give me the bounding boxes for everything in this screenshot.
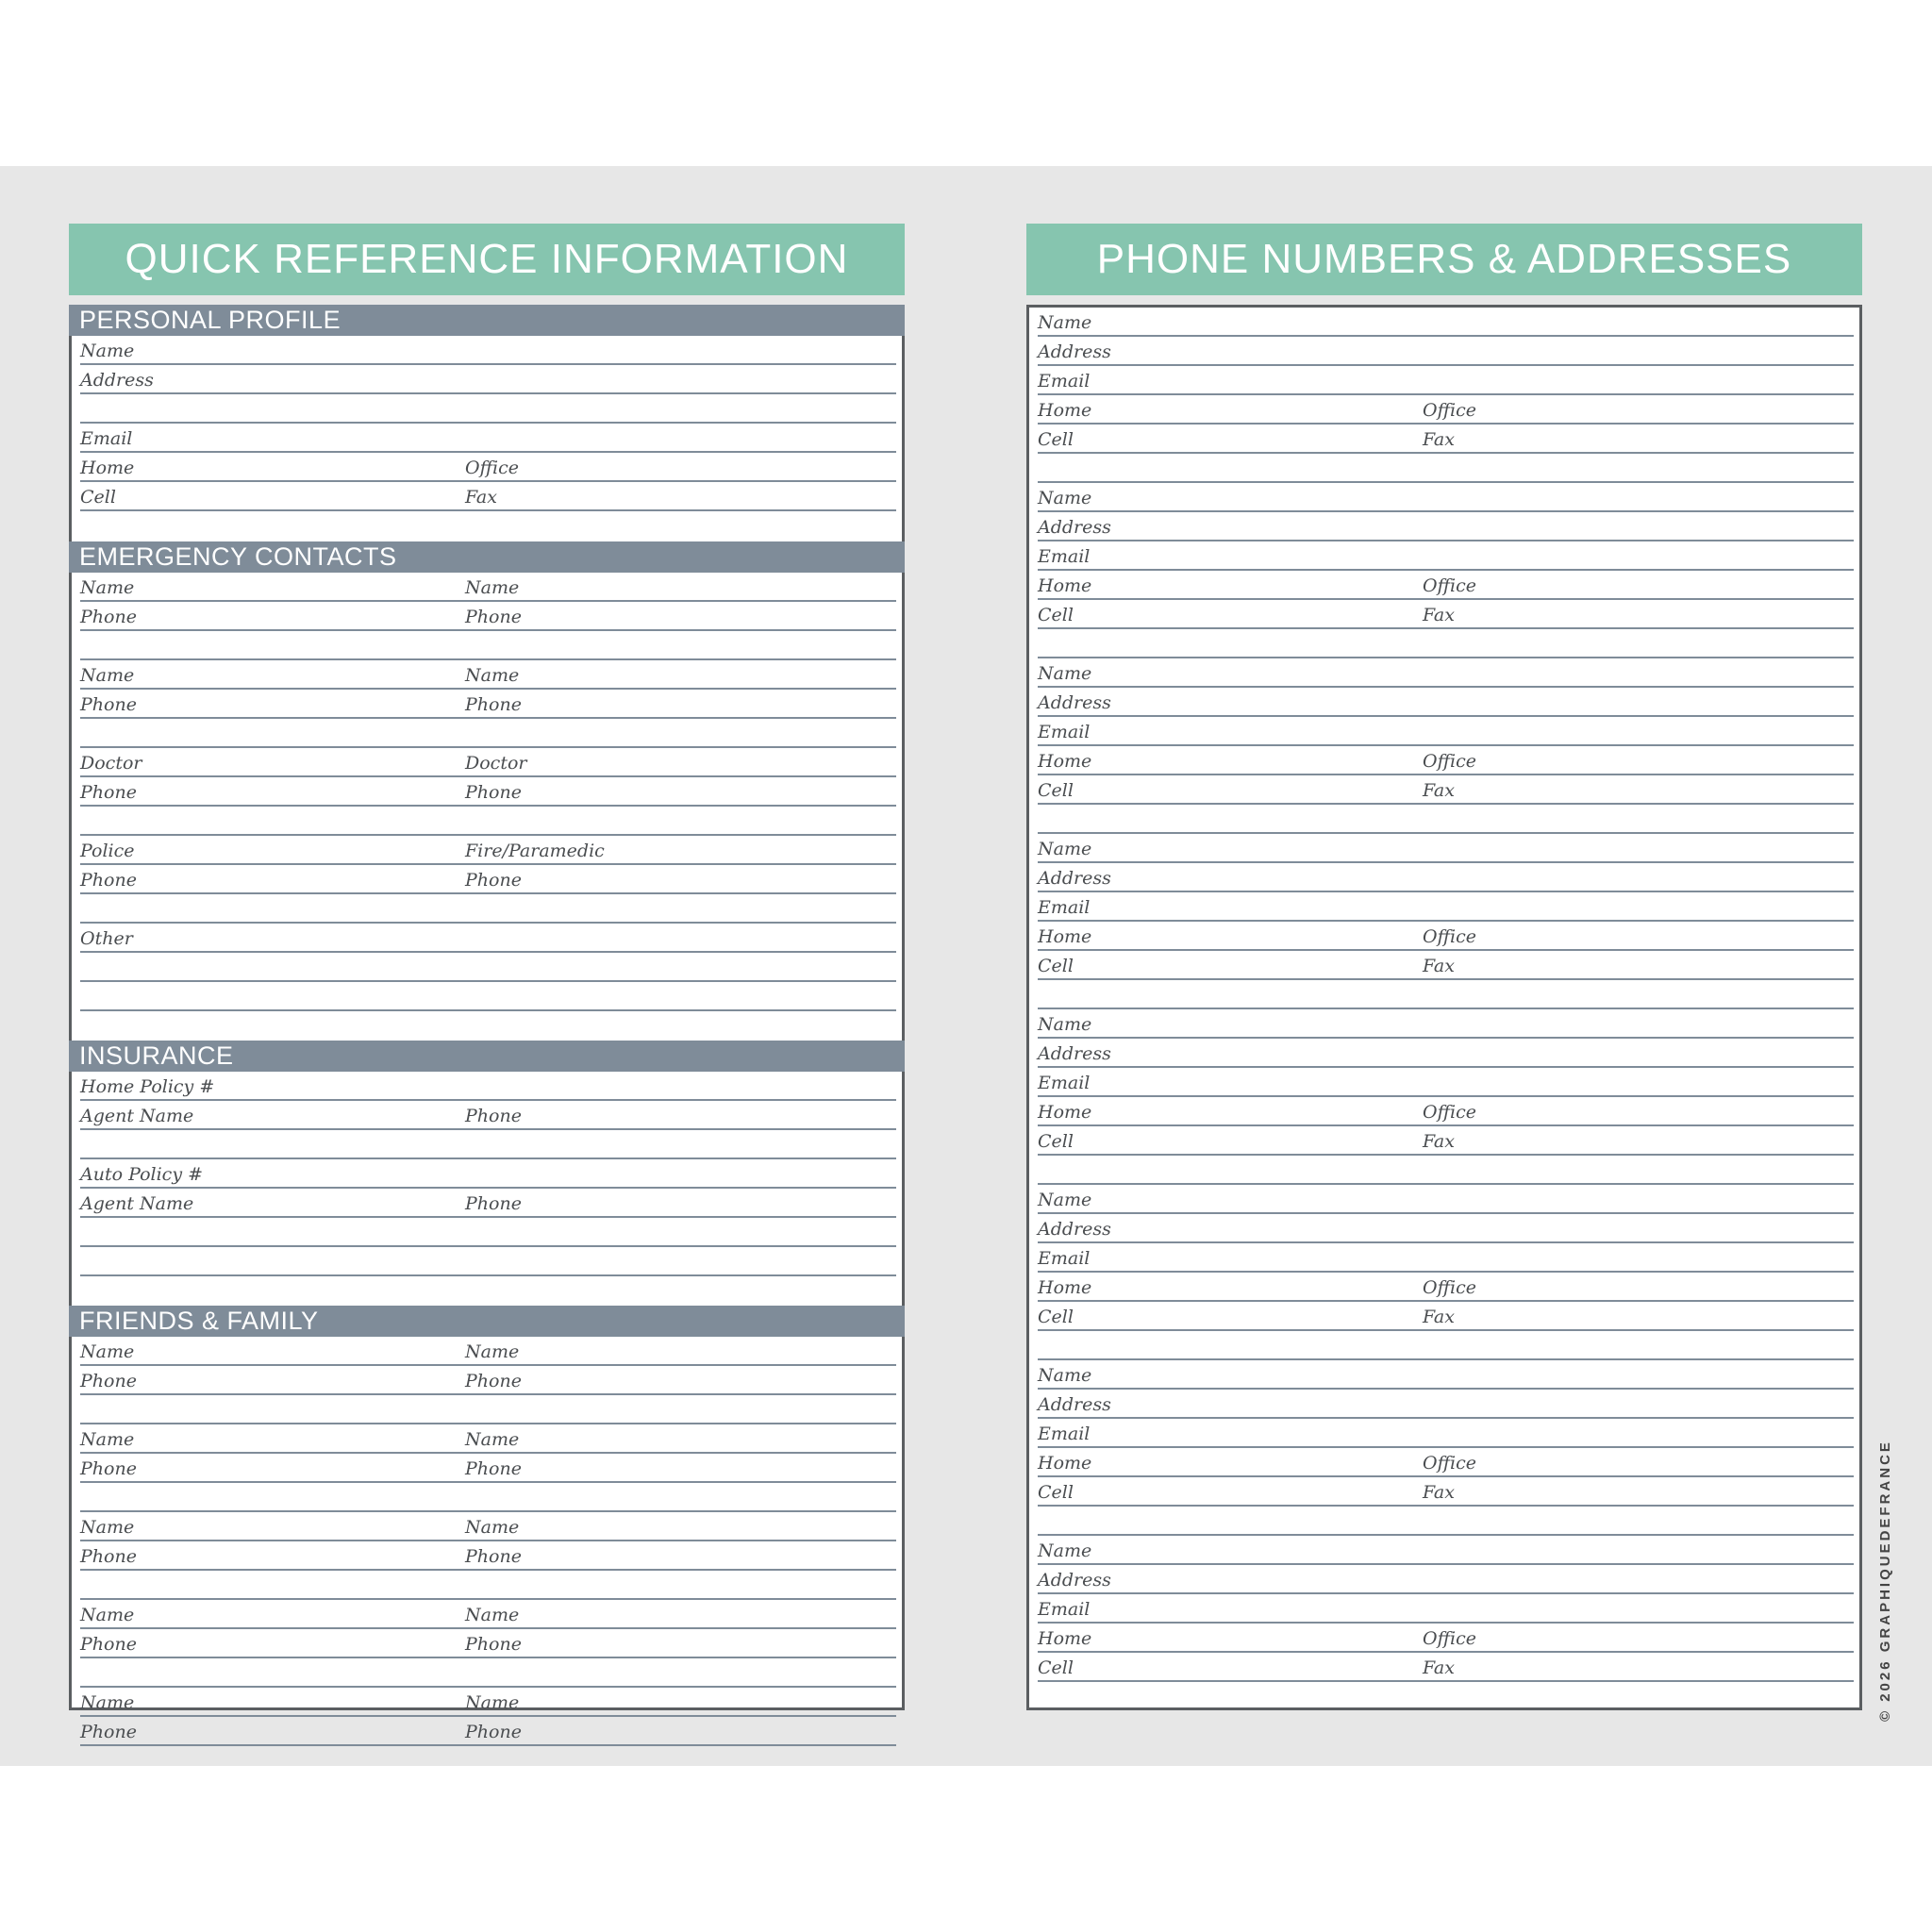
entry-home-office-line[interactable] (1038, 1273, 1854, 1302)
agent-phone-label: Phone (465, 1106, 522, 1126)
friend-phone-line-right-label: Phone (465, 1634, 522, 1655)
friend-name-line-label: Name (80, 1429, 135, 1450)
entry-home-office-line-label: Home (1038, 1628, 1092, 1649)
entry-name-line-label: Name (1038, 312, 1092, 333)
friend-phone-line[interactable] (80, 1629, 896, 1658)
friend-name-line-right-label: Name (465, 1517, 520, 1538)
entry-home-office-line-label: Home (1038, 400, 1092, 421)
blank-line[interactable] (80, 1247, 896, 1276)
blank-line[interactable] (80, 953, 896, 982)
agent-phone-label: Phone (465, 1193, 522, 1214)
home-policy-label: Home Policy # (80, 1076, 215, 1097)
police-phone-label: Phone (80, 870, 137, 891)
friend-name-line[interactable] (80, 1337, 896, 1366)
friends-family-header: FRIENDS & FAMILY (69, 1306, 905, 1337)
entry-cell-fax-line[interactable] (1038, 1653, 1854, 1682)
entry-home-office-line[interactable] (1038, 922, 1854, 951)
personal-fax-label: Fax (465, 487, 497, 508)
entry-address-line-label: Address (1038, 1043, 1111, 1064)
entry-cell-fax-line-label: Cell (1038, 605, 1074, 625)
entry-email-line[interactable] (1038, 1419, 1854, 1448)
entry-address-line-label: Address (1038, 1219, 1111, 1240)
police-label: Police (80, 841, 135, 861)
entry-cell-fax-line-label: Cell (1038, 956, 1074, 976)
entry-home-office-line-right-label: Office (1423, 1453, 1476, 1474)
entry-cell-fax-line-right-label: Fax (1423, 780, 1455, 801)
auto-agent-line[interactable] (80, 1189, 896, 1218)
entry-home-office-line-label: Home (1038, 1453, 1092, 1474)
doctor-label: Doctor (80, 753, 142, 774)
blank-line[interactable] (80, 894, 896, 924)
auto-policy-line[interactable] (80, 1159, 896, 1189)
entry-home-office-line-right-label: Office (1423, 926, 1476, 947)
friend-phone-line-label: Phone (80, 1634, 137, 1655)
entry-email-line-label: Email (1038, 1248, 1091, 1269)
entry-email-line[interactable] (1038, 366, 1854, 395)
blank-line[interactable] (1038, 1331, 1854, 1360)
entry-address-line-label: Address (1038, 1394, 1111, 1415)
phone-numbers-title: PHONE NUMBERS & ADDRESSES (1026, 224, 1862, 295)
entry-home-office-line[interactable] (1038, 395, 1854, 425)
blank-line[interactable] (1038, 805, 1854, 834)
entry-cell-fax-line[interactable] (1038, 951, 1854, 980)
agent-name-label: Agent Name (80, 1193, 194, 1214)
friend-name-line[interactable] (80, 1512, 896, 1541)
personal-name-line[interactable] (80, 336, 896, 365)
personal-email-line[interactable] (80, 424, 896, 453)
spacer (72, 511, 902, 541)
spacer (72, 1011, 902, 1041)
friend-name-line-right-label: Name (465, 1429, 520, 1450)
entry-email-line-label: Email (1038, 897, 1091, 918)
entry-email-line[interactable] (1038, 1068, 1854, 1097)
entry-address-line[interactable] (1038, 1565, 1854, 1594)
friend-phone-line-right-label: Phone (465, 1722, 522, 1742)
entry-address-line-label: Address (1038, 868, 1111, 889)
friend-phone-line[interactable] (80, 1541, 896, 1571)
personal-home-office-line[interactable] (80, 453, 896, 482)
personal-address-line[interactable] (80, 365, 896, 394)
entry-cell-fax-line[interactable] (1038, 425, 1854, 454)
doctor-phone-line[interactable] (80, 777, 896, 807)
friend-phone-line-right-label: Phone (465, 1546, 522, 1567)
entry-home-office-line-label: Home (1038, 1277, 1092, 1298)
blank-line[interactable] (80, 807, 896, 836)
entry-email-line-label: Email (1038, 1073, 1091, 1093)
auto-policy-label: Auto Policy # (80, 1164, 204, 1185)
entry-address-line-label: Address (1038, 341, 1111, 362)
blank-line[interactable] (1038, 454, 1854, 483)
entry-address-line[interactable] (1038, 1214, 1854, 1243)
entry-email-line[interactable] (1038, 541, 1854, 571)
entry-cell-fax-line-label: Cell (1038, 1131, 1074, 1152)
entry-address-line[interactable] (1038, 512, 1854, 541)
fire-paramedic-label: Fire/Paramedic (465, 841, 605, 861)
entry-email-line-label: Email (1038, 546, 1091, 567)
emergency-phone-line[interactable] (80, 690, 896, 719)
blank-line[interactable] (80, 982, 896, 1011)
entry-home-office-line[interactable] (1038, 1624, 1854, 1653)
entry-address-line-label: Address (1038, 517, 1111, 538)
blank-line[interactable] (80, 1483, 896, 1512)
entry-cell-fax-line[interactable] (1038, 1302, 1854, 1331)
entry-name-line-label: Name (1038, 663, 1092, 684)
doctor-label: Doctor (465, 753, 527, 774)
blank-line[interactable] (1038, 1507, 1854, 1536)
entry-email-line-label: Email (1038, 722, 1091, 742)
entry-email-line[interactable] (1038, 892, 1854, 922)
entry-name-line[interactable] (1038, 1009, 1854, 1039)
friend-name-line-right-label: Name (465, 1605, 520, 1625)
entry-home-office-line-right-label: Office (1423, 400, 1476, 421)
entry-email-line[interactable] (1038, 717, 1854, 746)
entry-cell-fax-line-right-label: Fax (1423, 1307, 1455, 1327)
personal-cell-label: Cell (80, 487, 116, 508)
emergency-phone-label: Phone (80, 607, 137, 627)
blank-line[interactable] (1038, 629, 1854, 658)
doctor-phone-label: Phone (80, 782, 137, 803)
home-agent-line[interactable] (80, 1101, 896, 1130)
friend-name-line-label: Name (80, 1692, 135, 1713)
entry-name-line-label: Name (1038, 1014, 1092, 1035)
emergency-phone-label: Phone (465, 607, 522, 627)
entry-cell-fax-line-label: Cell (1038, 429, 1074, 450)
police-fire-phone-line[interactable] (80, 865, 896, 894)
entry-name-line[interactable] (1038, 308, 1854, 337)
other-line[interactable] (80, 924, 896, 953)
entry-cell-fax-line-right-label: Fax (1423, 1657, 1455, 1678)
blank-line[interactable] (80, 1571, 896, 1600)
emergency-name-line[interactable] (80, 573, 896, 602)
blank-line[interactable] (80, 1130, 896, 1159)
entry-home-office-line[interactable] (1038, 1448, 1854, 1477)
entry-cell-fax-line-right-label: Fax (1423, 605, 1455, 625)
personal-profile-header: PERSONAL PROFILE (69, 305, 905, 336)
personal-address-label: Address (80, 370, 154, 391)
entry-home-office-line-right-label: Office (1423, 1102, 1476, 1123)
entry-email-line[interactable] (1038, 1243, 1854, 1273)
friend-phone-line[interactable] (80, 1366, 896, 1395)
entry-cell-fax-line-label: Cell (1038, 1657, 1074, 1678)
entry-home-office-line-right-label: Office (1423, 1277, 1476, 1298)
entry-address-line[interactable] (1038, 1390, 1854, 1419)
friends-family-list (72, 1337, 902, 1746)
entry-address-line-label: Address (1038, 692, 1111, 713)
entry-address-line[interactable] (1038, 337, 1854, 366)
entry-address-line[interactable] (1038, 863, 1854, 892)
spacer (72, 1276, 902, 1306)
entry-cell-fax-line[interactable] (1038, 775, 1854, 805)
entry-email-line-label: Email (1038, 1424, 1091, 1444)
police-fire-line[interactable] (80, 836, 896, 865)
other-label: Other (80, 928, 133, 949)
emergency-contacts-header: EMERGENCY CONTACTS (69, 541, 905, 573)
entry-cell-fax-line-right-label: Fax (1423, 1131, 1455, 1152)
friend-name-line[interactable] (80, 1424, 896, 1454)
emergency-phone-line[interactable] (80, 602, 896, 631)
quick-reference-page (69, 224, 905, 1742)
home-policy-line[interactable] (80, 1072, 896, 1101)
entry-home-office-line-label: Home (1038, 926, 1092, 947)
entry-home-office-line-right-label: Office (1423, 1628, 1476, 1649)
friend-name-line-label: Name (80, 1517, 135, 1538)
personal-email-label: Email (80, 428, 133, 449)
entry-name-line[interactable] (1038, 658, 1854, 688)
emergency-phone-label: Phone (465, 694, 522, 715)
friend-name-line[interactable] (80, 1600, 896, 1629)
entry-name-line[interactable] (1038, 1360, 1854, 1390)
fire-phone-label: Phone (465, 870, 522, 891)
entry-name-line-label: Name (1038, 1541, 1092, 1561)
friend-name-line-right-label: Name (465, 1692, 520, 1713)
entry-cell-fax-line-label: Cell (1038, 1307, 1074, 1327)
doctor-line[interactable] (80, 748, 896, 777)
agent-name-label: Agent Name (80, 1106, 194, 1126)
friend-name-line-label: Name (80, 1605, 135, 1625)
entry-email-line-label: Email (1038, 371, 1091, 391)
entry-cell-fax-line-label: Cell (1038, 1482, 1074, 1503)
entry-cell-fax-line-right-label: Fax (1423, 956, 1455, 976)
entry-name-line[interactable] (1038, 1185, 1854, 1214)
entry-name-line[interactable] (1038, 834, 1854, 863)
phone-numbers-page (1026, 224, 1862, 1710)
entry-address-line-label: Address (1038, 1570, 1111, 1591)
blank-line[interactable] (1038, 980, 1854, 1009)
entry-home-office-line[interactable] (1038, 746, 1854, 775)
entry-name-line-label: Name (1038, 488, 1092, 508)
entry-home-office-line-right-label: Office (1423, 575, 1476, 596)
entry-cell-fax-line-label: Cell (1038, 780, 1074, 801)
personal-cell-fax-line[interactable] (80, 482, 896, 511)
entry-home-office-line[interactable] (1038, 1097, 1854, 1126)
friend-phone-line-right-label: Phone (465, 1371, 522, 1391)
friend-phone-line-label: Phone (80, 1371, 137, 1391)
friend-phone-line-label: Phone (80, 1722, 137, 1742)
friend-phone-line-label: Phone (80, 1546, 137, 1567)
entry-home-office-line[interactable] (1038, 571, 1854, 600)
entry-address-line[interactable] (1038, 1039, 1854, 1068)
emergency-phone-label: Phone (80, 694, 137, 715)
address-book-form (1026, 305, 1862, 1710)
blank-line[interactable] (80, 631, 896, 660)
entry-home-office-line-label: Home (1038, 1102, 1092, 1123)
blank-line[interactable] (80, 1658, 896, 1688)
friend-name-line[interactable] (80, 1688, 896, 1717)
blank-line[interactable] (80, 1218, 896, 1247)
entry-name-line-label: Name (1038, 839, 1092, 859)
entry-name-line-label: Name (1038, 1365, 1092, 1386)
emergency-name-label: Name (80, 577, 135, 598)
entry-cell-fax-line[interactable] (1038, 600, 1854, 629)
personal-address-line-2[interactable] (80, 394, 896, 424)
blank-line[interactable] (80, 719, 896, 748)
friend-phone-line[interactable] (80, 1717, 896, 1746)
entry-address-line[interactable] (1038, 688, 1854, 717)
copyright-notice: © 2026 GRAPHIQUEDEFRANCE (1877, 1440, 1893, 1722)
entry-name-line[interactable] (1038, 483, 1854, 512)
quick-reference-form (69, 305, 905, 1742)
friend-phone-line[interactable] (80, 1454, 896, 1483)
emergency-name-line[interactable] (80, 660, 896, 690)
personal-name-label: Name (80, 341, 135, 361)
entry-email-line-label: Email (1038, 1599, 1091, 1620)
personal-office-label: Office (465, 458, 519, 478)
personal-home-label: Home (80, 458, 135, 478)
blank-line[interactable] (80, 1395, 896, 1424)
doctor-phone-label: Phone (465, 782, 522, 803)
quick-reference-title: QUICK REFERENCE INFORMATION (69, 224, 905, 295)
insurance-header: INSURANCE (69, 1041, 905, 1072)
friend-phone-line-right-label: Phone (465, 1458, 522, 1479)
entry-cell-fax-line-right-label: Fax (1423, 1482, 1455, 1503)
entry-cell-fax-line[interactable] (1038, 1126, 1854, 1156)
friend-phone-line-label: Phone (80, 1458, 137, 1479)
emergency-name-label: Name (465, 665, 520, 686)
entry-home-office-line-label: Home (1038, 751, 1092, 772)
entry-cell-fax-line-right-label: Fax (1423, 429, 1455, 450)
entry-home-office-line-right-label: Office (1423, 751, 1476, 772)
friend-name-line-label: Name (80, 1341, 135, 1362)
blank-line[interactable] (1038, 1156, 1854, 1185)
entry-cell-fax-line[interactable] (1038, 1477, 1854, 1507)
emergency-name-label: Name (80, 665, 135, 686)
entry-name-line-label: Name (1038, 1190, 1092, 1210)
friend-name-line-right-label: Name (465, 1341, 520, 1362)
entry-home-office-line-label: Home (1038, 575, 1092, 596)
entry-email-line[interactable] (1038, 1594, 1854, 1624)
entry-name-line[interactable] (1038, 1536, 1854, 1565)
emergency-name-label: Name (465, 577, 520, 598)
